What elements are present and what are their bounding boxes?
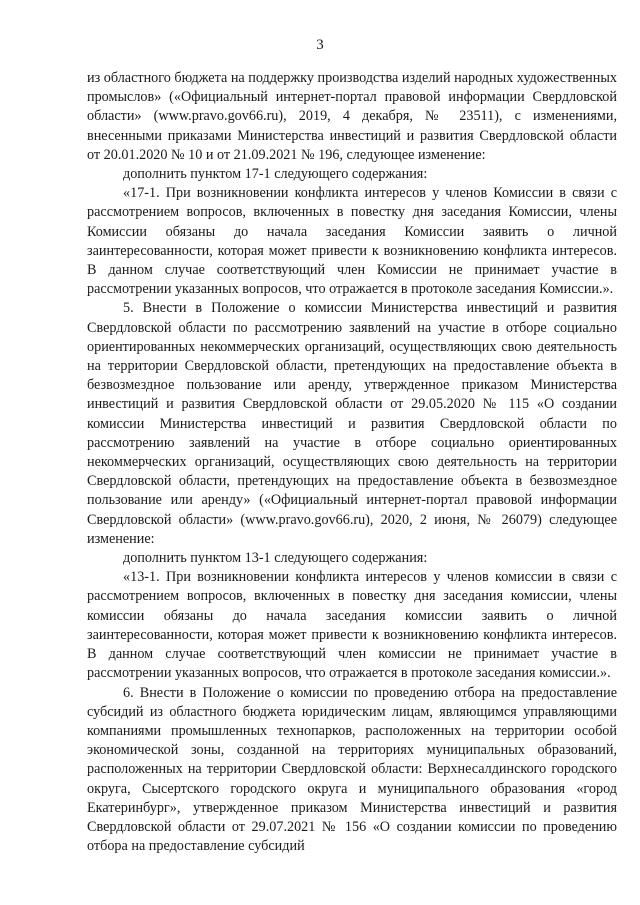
paragraph-item-6: 6. Внести в Положение о комиссии по проведению отбора на предоставление субсидий из областного бюджета юридическим лицам, являющимся управляющими компаниями промышленных технопарков, расположенных на территории особой экономической зоны, созданной на территориях муниципальных образований, расположенных на территории Свердловской области: Верхнесалдинского городского округа, Сысертского городского округа и муниципального образования «город Екатеринбург», утвержденное приказом Министерства инвестиций и развития Свердловской области от 29.07.2021 № 156 «О создании комиссии по проведению отбора на предоставление субсидий — [87, 684, 617, 855]
document-body — [87, 69, 617, 856]
paragraph-item-5: 5. Внести в Положение о комиссии Министерства инвестиций и развития Свердловской области по рассмотрению заявлений на участие в отборе социально ориентированных некоммерческих организаций, осуществляющих свою деятельность на территории Свердловской области, претендующих на предоставление объекта в безвозмездное пользование или аренду, утвержденное приказом Министерства инвестиций и развития Свердловской области от 29.05.2020 № 115 «О создании комиссии Министерства инвестиций и развития Свердловской области по рассмотрению заявлений на участие в отборе социально ориентированных некоммерческих организаций, осуществляющих свою деятельность на территории Свердловской области, претендующих на предоставление объекта в безвозмездное пользование или аренду» («Официальный интернет-портал правовой информации Свердловской области» (www.pravo.gov66.ru), 2020, 2 июня, № 26079) следующее изменение: — [87, 300, 617, 547]
paragraph-amendment-intro-2: дополнить пунктом 13-1 следующего содержания: — [123, 550, 428, 567]
paragraph-clause-17-1: «17-1. При возникновении конфликта интересов у членов Комиссии в связи с рассмотрением вопросов, включенных в повестку дня заседания Комиссии, члены Комиссии обязаны до начала заседания Комиссии заявить о личной заинтересованности, которая может привести к возникновению конфликта интересов. В данном случае соответствующий член Комиссии не принимает участие в рассмотрении указанных вопросов, что отражается в протоколе заседания Комиссии.». — [87, 185, 617, 298]
paragraph-amendment-intro: дополнить пунктом 17-1 следующего содержания: — [123, 166, 428, 183]
paragraph-continuation: из областного бюджета на поддержку производства изделий народных художественных промыслов» («Официальный интернет-портал правовой информации Свердловской области» (www.pravo.gov66.ru), 2019, 4 декабря, № 23511), с изменениями, внесенными приказами Министерства инвестиций и развития Свердловской области от 20.01.2020 № 10 и от 21.09.2021 № 196, следующее изменение: — [87, 70, 617, 163]
paragraph-clause-13-1: «13-1. При возникновении конфликта интересов у членов комиссии в связи с рассмотрением вопросов, включенных в повестку дня заседания комиссии, члены комиссии обязаны до начала заседания комиссии заявить о личной заинтересованности, которая может привести к возникновению конфликта интересов. В данном случае соответствующий член комиссии не принимает участие в рассмотрении указанных вопросов, что отражается в протоколе заседания комиссии.». — [87, 569, 617, 682]
page-number: 3 — [316, 37, 324, 53]
